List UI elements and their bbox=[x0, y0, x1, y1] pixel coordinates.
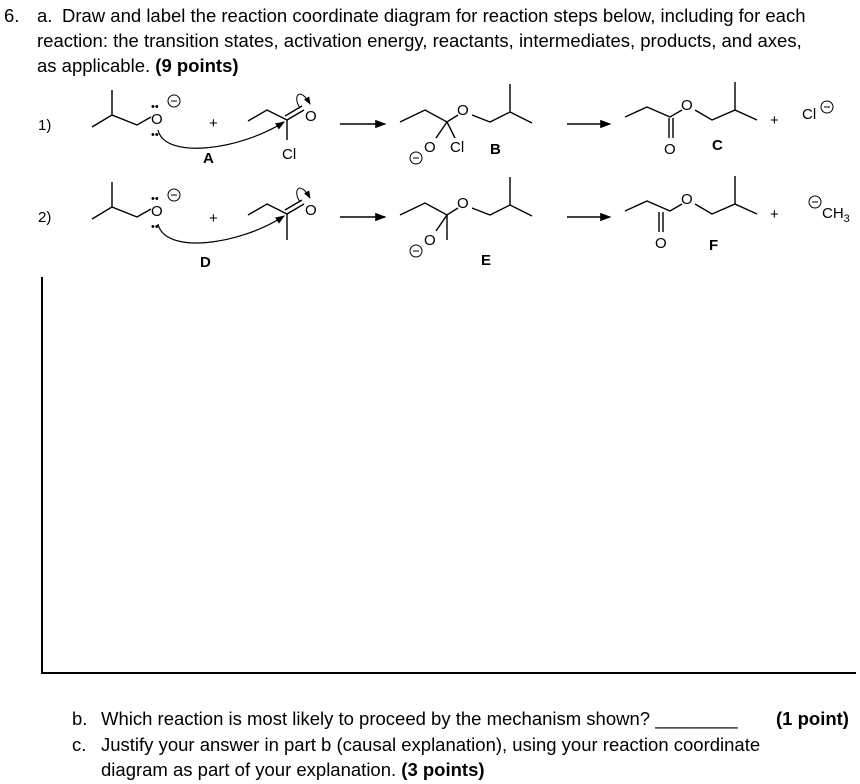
methyl-anion bbox=[809, 196, 850, 225]
svg-text:O: O bbox=[457, 102, 469, 119]
plus-1: + bbox=[209, 115, 218, 132]
svg-text:••: •• bbox=[151, 101, 159, 113]
part-a-letter: a. bbox=[37, 5, 53, 26]
svg-text:O: O bbox=[151, 111, 163, 128]
part-b-text: Which reaction is most likely to proceed by the mechanism shown? ________ bbox=[101, 708, 738, 729]
plus-1b: + bbox=[770, 112, 779, 129]
svg-text:O: O bbox=[457, 195, 469, 212]
product-C bbox=[625, 82, 757, 158]
part-b-points: (1 point) bbox=[776, 708, 849, 729]
svg-text:O: O bbox=[424, 232, 436, 249]
label-A: A bbox=[203, 150, 214, 167]
svg-text:O: O bbox=[664, 141, 676, 158]
svg-text:O: O bbox=[681, 191, 693, 208]
plus-2: + bbox=[209, 210, 218, 227]
label-D: D bbox=[200, 254, 211, 271]
y-axis-line bbox=[41, 277, 43, 674]
part-c-line-2 bbox=[101, 757, 485, 782]
svg-text:F: F bbox=[709, 237, 719, 254]
svg-text:O: O bbox=[305, 108, 317, 125]
svg-text:O: O bbox=[305, 202, 317, 219]
part-c-line-2-text: diagram as part of your explanation. bbox=[101, 759, 397, 780]
svg-text:E: E bbox=[481, 252, 492, 269]
reaction-scheme bbox=[0, 0, 860, 290]
isobutoxide-1 bbox=[92, 90, 180, 141]
part-a-line-3-text: as applicable. bbox=[37, 55, 151, 76]
svg-text:O: O bbox=[424, 139, 436, 156]
svg-text:O: O bbox=[681, 97, 693, 114]
svg-text:••: •• bbox=[151, 193, 159, 205]
chloride-ion bbox=[802, 101, 833, 123]
svg-text:O: O bbox=[151, 203, 163, 220]
svg-text:C: C bbox=[712, 137, 723, 154]
svg-text:O: O bbox=[655, 235, 667, 252]
isobutoxide-2 bbox=[92, 182, 180, 233]
curved-arrow-2 bbox=[158, 216, 284, 243]
product-F bbox=[625, 176, 757, 254]
svg-text:Cl: Cl bbox=[802, 106, 817, 123]
reaction-2-number: 2) bbox=[38, 209, 52, 226]
curved-arrow-1 bbox=[158, 122, 284, 148]
intermediate-B bbox=[400, 84, 532, 164]
svg-text:B: B bbox=[490, 141, 501, 158]
reaction-1-number: 1) bbox=[38, 117, 52, 134]
part-a-line-1: Draw and label the reaction coordinate diagram for reaction steps below, including for each bbox=[62, 5, 806, 26]
svg-text:Cl: Cl bbox=[282, 146, 297, 163]
svg-text:Cl: Cl bbox=[450, 139, 465, 156]
part-a-points: (9 points) bbox=[155, 55, 239, 76]
part-a-line-2: reaction: the transition states, activation energy, reactants, intermediates, products, and axes, bbox=[37, 30, 802, 51]
svg-text:CH3: $CH_3$ bbox=[822, 205, 850, 225]
svg-text:••: •• bbox=[151, 129, 159, 141]
part-b-letter: b. bbox=[72, 708, 88, 729]
plus-2b: + bbox=[770, 206, 779, 223]
x-axis-line bbox=[41, 672, 856, 674]
acyl-chloride bbox=[248, 94, 317, 163]
ketone bbox=[248, 188, 317, 240]
part-c-points: (3 points) bbox=[401, 759, 485, 780]
intermediate-E bbox=[400, 177, 532, 269]
question-number: 6. bbox=[4, 5, 20, 26]
part-c-letter: c. bbox=[72, 734, 87, 755]
svg-text:••: •• bbox=[151, 221, 159, 233]
part-c-line-1: Justify your answer in part b (causal explanation), using your reaction coordinate bbox=[101, 734, 761, 755]
